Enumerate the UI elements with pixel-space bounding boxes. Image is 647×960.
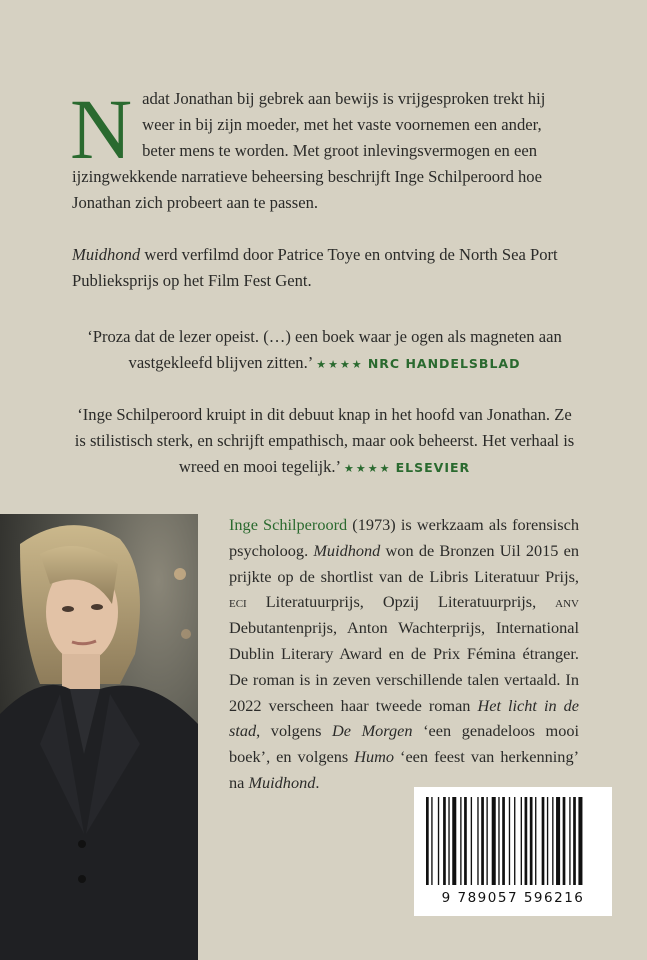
bio-publication: Humo bbox=[354, 747, 395, 767]
barcode-bar bbox=[498, 797, 499, 885]
drop-cap: N bbox=[70, 81, 133, 177]
barcode-bar bbox=[464, 797, 467, 885]
author-bio bbox=[229, 512, 579, 796]
barcode-bar bbox=[569, 797, 570, 885]
barcode-bar bbox=[573, 797, 576, 885]
quote-2-text: ‘Inge Schilperoord kruipt in dit debuut knap in het hoofd van Jonathan. Ze is stilistisch sterk, en schrijft empathisch, maar ook beheerst. Het verhaal is wreed en mooi tegelijk.’ bbox=[74, 405, 575, 476]
barcode-bar bbox=[492, 797, 496, 885]
barcode-bar bbox=[502, 797, 505, 885]
author-portrait-illustration bbox=[0, 514, 198, 960]
barcode-bar bbox=[530, 797, 533, 885]
barcode-bar bbox=[438, 797, 439, 885]
barcode-bar bbox=[509, 797, 510, 885]
barcode-bar bbox=[471, 797, 472, 885]
barcode-bar bbox=[535, 797, 536, 885]
bio-text: Literatuurprijs, Opzij Literatuurprijs, bbox=[246, 592, 556, 612]
adaptation-paragraph bbox=[72, 242, 577, 294]
barcode-bar bbox=[486, 797, 487, 885]
quote-2-source: ELSEVIER bbox=[395, 460, 471, 475]
quote-1-text: ‘Proza dat de lezer opeist. (…) een boek waar je ogen als magneten aan vastgekleefd blijven zitten.’ bbox=[87, 327, 562, 372]
barcode-bar bbox=[552, 797, 553, 885]
author-photo bbox=[0, 514, 198, 960]
bio-text: . bbox=[315, 772, 320, 792]
bio-book-title: Het licht in de stad bbox=[229, 695, 580, 741]
barcode-number: 9 789057 596216 bbox=[441, 890, 585, 906]
quote-1-source: NRC HANDELSBLAD bbox=[367, 356, 521, 371]
barcode-bar bbox=[521, 797, 522, 885]
barcode bbox=[414, 787, 612, 916]
bio-publication: De Morgen bbox=[332, 721, 413, 741]
barcode-bar bbox=[481, 797, 484, 885]
barcode-bar bbox=[426, 797, 429, 885]
bio-book-title: Muidhond bbox=[248, 772, 316, 792]
quote-2-stars: ★★★★ bbox=[343, 462, 392, 475]
bio-text: (1973) is werkzaam als forensisch psycholoog. bbox=[229, 515, 579, 560]
adaptation-text: werd verfilmd door Patrice Toye en ontving de North Sea Port Publieksprijs op het Film Fest Gent. bbox=[72, 245, 558, 290]
barcode-bar bbox=[443, 797, 446, 885]
bio-abbrev: eci bbox=[229, 592, 247, 612]
bio-text: ‘een feest van herkenning’ na bbox=[229, 747, 580, 792]
barcode-bar bbox=[556, 797, 560, 885]
barcode-bar bbox=[514, 797, 515, 885]
review-quote-2 bbox=[72, 402, 577, 482]
review-quote-1 bbox=[72, 324, 577, 378]
intro-text: adat Jonathan bij gebrek aan bewijs is vrijgesproken trekt hij weer in bij zijn moeder, met het vaste voornemen een ander, beter mens te worden. Met groot inlevingsvermogen en een ijzingwekkende narratieve beheersing beschrijft Inge Schilperoord hoe Jonathan zich probeert aan te passen. bbox=[72, 89, 546, 212]
bio-text: won de Bronzen Uil 2015 en prijkte op de shortlist van de Libris Literatuur Prijs, bbox=[229, 540, 579, 586]
barcode-bar bbox=[542, 797, 545, 885]
barcode-bar bbox=[431, 797, 432, 885]
bio-text: ‘een genadeloos mooi boek’, en volgens bbox=[229, 721, 580, 767]
barcode-bar bbox=[547, 797, 548, 885]
barcode-bar bbox=[578, 797, 582, 885]
bio-abbrev: anv bbox=[555, 592, 579, 612]
intro-paragraph bbox=[70, 81, 577, 216]
barcode-bar bbox=[525, 797, 528, 885]
barcode-bar bbox=[452, 797, 456, 885]
barcode-bar bbox=[448, 797, 449, 885]
bio-text: , volgens bbox=[256, 721, 333, 741]
bio-text: Debutantenprijs, Anton Wachterprijs, International Dublin Literary Award en de Prix Fémina étranger. De roman is in zeven verschillende talen vertaald. In 2022 verscheen haar tweede roman bbox=[229, 618, 579, 715]
bio-author-name: Inge Schilperoord bbox=[229, 515, 348, 534]
barcode-bar bbox=[563, 797, 566, 885]
adaptation-title: Muidhond bbox=[72, 245, 141, 264]
quote-1-stars: ★★★★ bbox=[316, 358, 364, 371]
barcode-bar bbox=[477, 797, 478, 885]
barcode-bar bbox=[460, 797, 461, 885]
bio-book-title: Muidhond bbox=[313, 540, 381, 560]
